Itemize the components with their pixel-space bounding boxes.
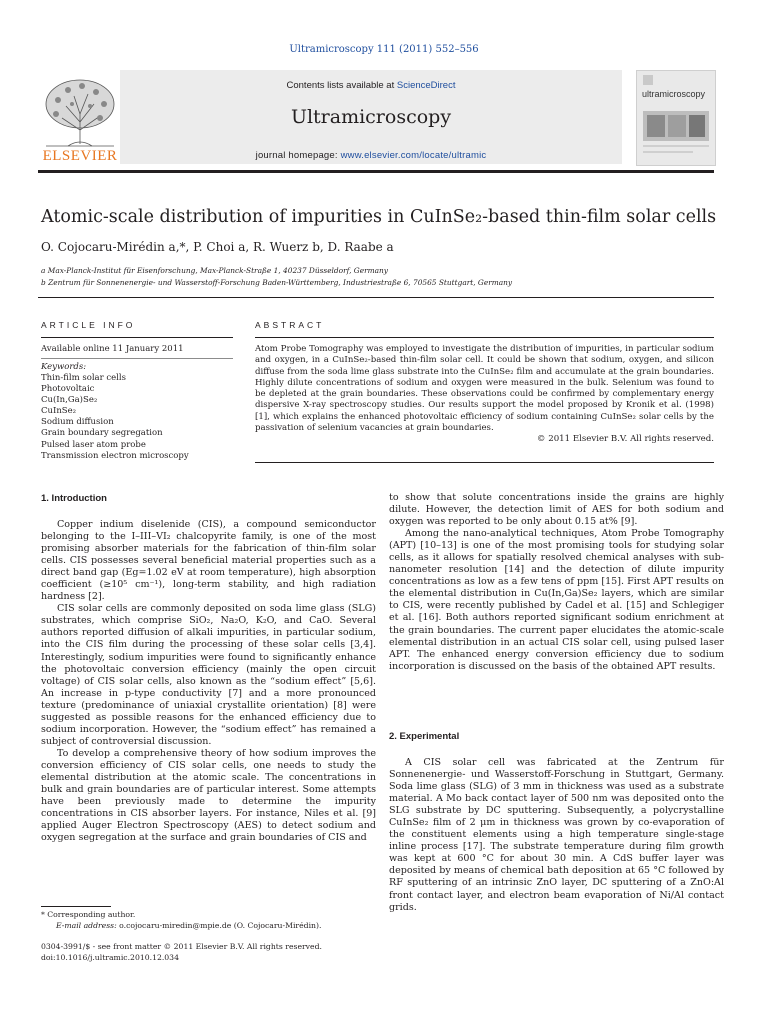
cover-artwork	[637, 71, 715, 165]
keyword: Photovoltaic	[41, 384, 95, 395]
journal-name: Ultramicroscopy	[290, 106, 452, 128]
title-rule	[38, 297, 714, 298]
email-label: E-mail address:	[56, 921, 117, 930]
paragraph: to show that solute concentrations inside the grains are highly dilute. However, the detection limit of AES for both sodium and oxygen was reported to be only about 0.15 at% [9].	[389, 492, 724, 528]
email-address[interactable]: o.cojocaru-miredin@mpie.de (O. Cojocaru-Mirédin).	[119, 921, 322, 930]
copyright-notice: © 2011 Elsevier B.V. All rights reserved.	[536, 434, 714, 445]
journal-homepage	[120, 150, 622, 161]
keyword-list	[41, 373, 189, 462]
keyword: Thin-film solar cells	[41, 373, 126, 383]
journal-reference[interactable]: Ultramicroscopy 111 (2011) 552–556	[289, 44, 479, 55]
issn-line: 0304-3991/$ - see front matter © 2011 Elsevier B.V. All rights reserved.	[41, 942, 322, 951]
keyword: Pulsed laser atom probe	[41, 439, 146, 450]
paragraph: CIS solar cells are commonly deposited on soda lime glass (SLG) substrates, which comprise SiO₂, Na₂O, K₂O, and CaO. Several authors reported diffusion of alkali impurities, in particular sodium, into the CIS film during the processing of these solar cells [3,4]. Interestingly, sodium impurities were found to significantly enhance the photovoltaic conversion efficiency (mainly the open circuit voltage) of CIS solar cells, also known as the “sodium effect” [5,6]. An increase in p-type conductivity [7] and a more pronounced texture (predominance of uniaxial crystallite orientation) [8] were suggested as possible reasons for the enhanced efficiency due to sodium incorporation. However, the “sodium effect” has remained a subject of controversial discussion.	[41, 603, 376, 747]
available-online: Available online 11 January 2011	[41, 344, 184, 354]
footnote-rule	[41, 906, 111, 907]
paragraph: To develop a comprehensive theory of how sodium improves the conversion efficiency of CIS solar cells, one needs to study the elemental distribution at the atomic scale. The concentrations in bulk and grain boundaries are of particular interest. Some attempts have been previously made to determine the impurity concentrations in CIS absorber layers. For instance, Niles et al. [9] applied Auger Electron Spectroscopy (AES) to detect sodium and oxygen segregation at the surface and grain boundaries of CIS and	[41, 747, 376, 844]
keyword: Sodium diffusion	[41, 417, 114, 428]
abstract-body	[255, 344, 714, 446]
abstract-rule	[255, 337, 714, 338]
right-column	[389, 492, 724, 673]
affiliation-a: a Max-Planck-Institut für Eisenforschung, Max-Planck-Straße 1, 40237 Düsseldorf, Germany	[41, 266, 388, 275]
affiliation-b: b Zentrum für Sonnenenergie- und Wasserstoff-Forschung Baden-Württemberg, Industriestraße 6, 70565 Stuttgart, Germany	[41, 278, 513, 287]
section-heading-introduction: 1. Introduction	[41, 493, 107, 504]
section-heading-experimental: 2. Experimental	[389, 731, 460, 742]
abstract-end-rule	[255, 462, 714, 463]
paragraph: Among the nano-analytical techniques, Atom Probe Tomography (APT) [10–13] is one of the most promising tools for studying solar cells, as it allows for spatially resolved chemical analyses with sub-nanometer resolution [14] and the detection of dilute impurity concentrations as low as a few tens of ppm [15]. First APT results on the elemental distribution in Cu(In,Ga)Se₂ layers, which are similar to CIS, were recently published by Cadel et al. [15] and Schlegiger et al. [16]. Both authors reported significant sodium enrichment at the grain boundaries. The current paper elucidates the atomic-scale elemental distribution in an actual CIS solar cell, using pulsed laser APT. The enhanced energy conversion efficiency due to sodium incorporation is discussed on the basis of the obtained APT results.	[389, 528, 724, 672]
journal-cover-thumbnail[interactable]	[636, 70, 716, 166]
experimental-column	[389, 757, 724, 914]
author-list: O. Cojocaru-Mirédin a,*, P. Choi a, R. Wuerz b, D. Raabe a	[41, 240, 394, 254]
keywords-label: Keywords:	[41, 362, 87, 372]
paragraph: A CIS solar cell was fabricated at the Zentrum für Sonnenenergie- und Wasserstoff-Forschung in Stuttgart, Germany. Soda lime glass (SLG) of 3 mm in thickness was used as a substrate material. A Mo back contact layer of 500 nm was deposited onto the SLG substrate by DC sputtering. Subsequently, a polycrystalline CuInSe₂ film of 2 μm in thickness was grown by co-evaporation of the constituent elements using a high temperature single-stage inline process [17]. The substrate temperature during film growth was kept at 600 °C for about 30 min. A CdS buffer layer was deposited by means of chemical bath deposition at 65 °C followed by RF sputtering of an intrinsic ZnO layer, DC sputtering of a ZnO:Al front contact layer, and electron beam evaporation of Ni/Al contact grids.	[389, 757, 724, 913]
keyword: Cu(In,Ga)Se₂	[41, 395, 98, 406]
contents-line	[120, 80, 622, 91]
email-note	[56, 920, 321, 931]
homepage-link[interactable]: www.elsevier.com/locate/ultramic	[340, 150, 487, 161]
corresponding-author-note: * Corresponding author.	[41, 910, 136, 919]
homepage-prefix: journal homepage:	[255, 150, 341, 161]
cover-title: ultramicroscopy	[642, 89, 706, 99]
article-info-heading: ARTICLE INFO	[41, 320, 136, 330]
abstract-heading: ABSTRACT	[255, 320, 325, 330]
article-info-divider	[41, 358, 233, 359]
contents-prefix: Contents lists available at	[286, 80, 397, 91]
sciencedirect-link[interactable]: ScienceDirect	[396, 80, 456, 91]
paragraph: Copper indium diselenide (CIS), a compound semiconductor belonging to the I–III–VI₂ chalcopyrite family, is one of the most promising absorber materials for the fabrication of thin-film solar cells. CIS possesses several beneficial material properties such as a direct band gap (Eg=1.02 eV at room temperature), high absorption coefficient (≥10⁵ cm⁻¹), long-term stability, and high radiation hardness [2].	[41, 519, 376, 603]
abstract-text: Atom Probe Tomography was employed to investigate the distribution of impurities, in particular sodium and oxygen, in a CuInSe₂-based thin-film solar cell. It could be shown that sodium, oxygen, and silicon diffuse from the soda lime glass substrate into the CuInSe₂ film and accumulate at the grain boundaries. Highly dilute concentrations of sodium and oxygen were measured in the bulk. Selenium was found to be depleted at the grain boundaries. These observations could be confirmed by complementary energy dispersive X-ray spectroscopy studies. Our results support the model proposed by Kronik et al. (1998) [1], which explains the enhanced photovoltaic efficiency of sodium containing CuInSe₂ solar cells by the passivation of selenium vacancies at grain boundaries.	[255, 344, 714, 434]
keyword: Grain boundary segregation	[41, 428, 163, 439]
header-rule	[38, 170, 714, 173]
keyword: CuInSe₂	[41, 406, 77, 417]
article-title: Atomic-scale distribution of impurities in CuInSe₂-based thin-film solar cells	[41, 207, 717, 227]
left-column	[41, 519, 376, 844]
doi-link[interactable]: doi:10.1016/j.ultramic.2010.12.034	[41, 953, 179, 962]
keyword: Transmission electron microscopy	[41, 450, 189, 461]
publisher-name: ELSEVIER	[42, 148, 118, 164]
article-info-rule	[41, 337, 233, 338]
